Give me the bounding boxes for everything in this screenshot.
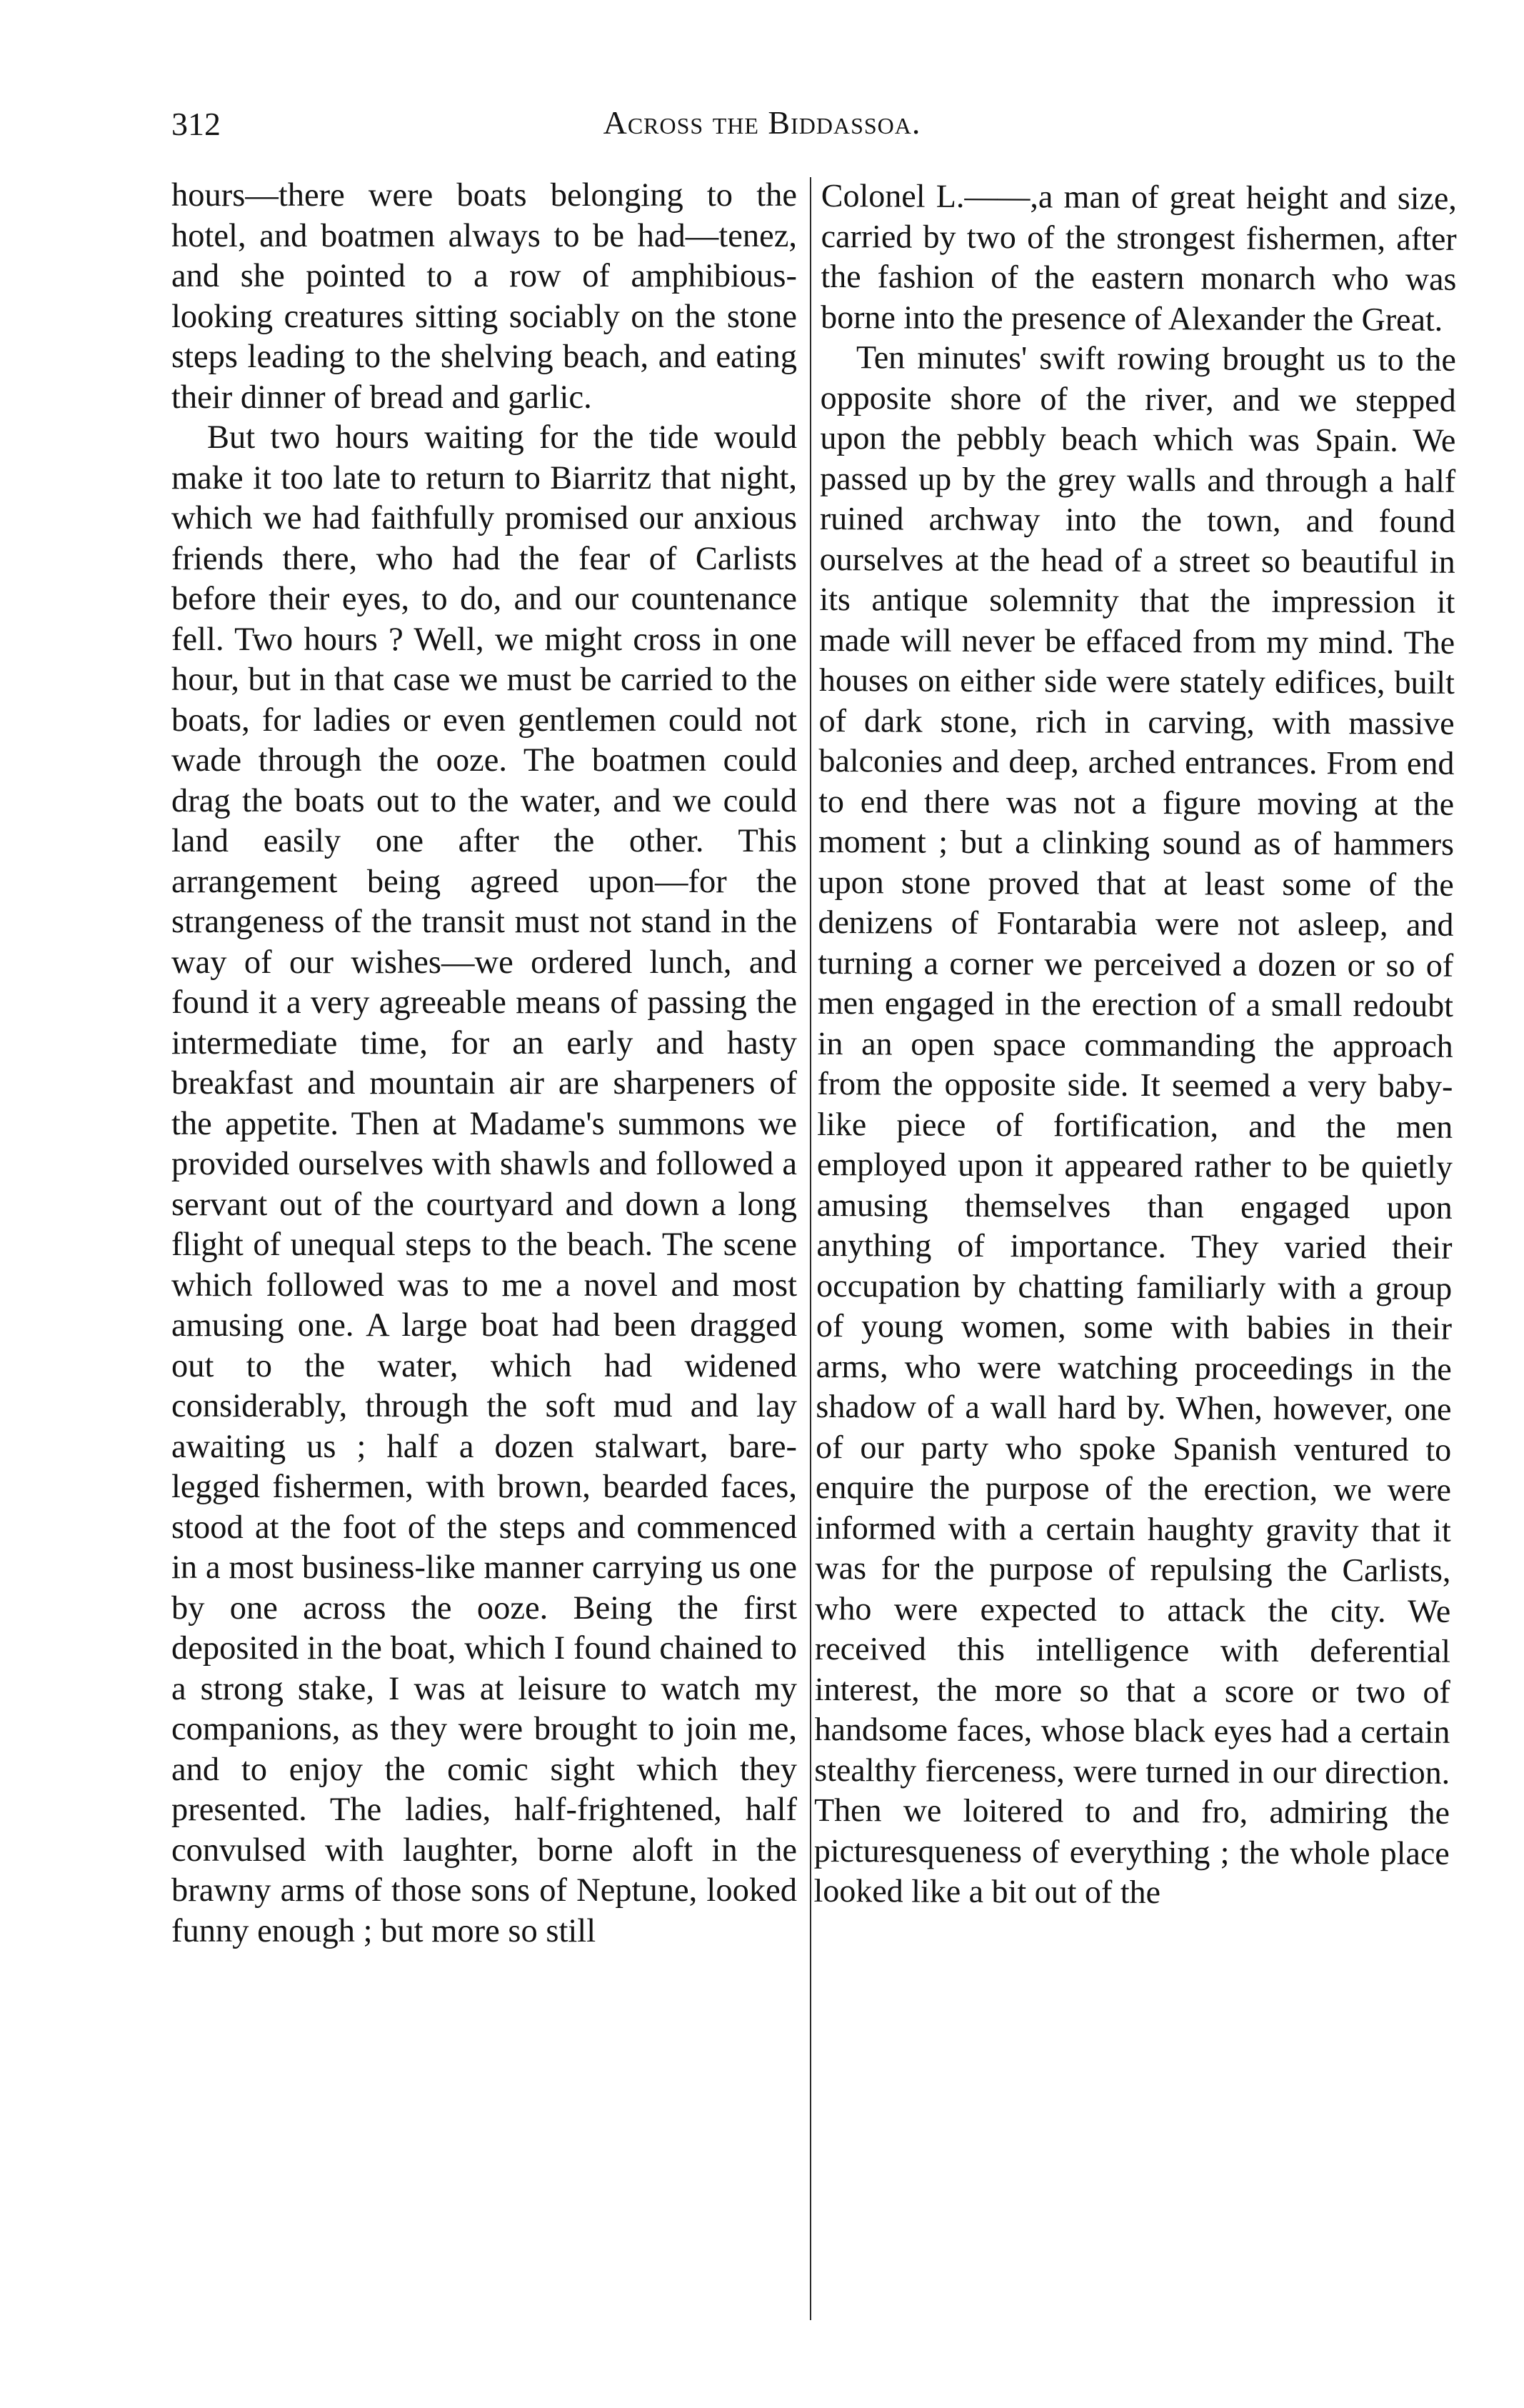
- running-title: Across the Biddassoa.: [603, 104, 921, 141]
- left-paragraph: But two hours waiting for the tide would make it too late to return to Biarritz that night, which we had faithfully promised our anxious friends there, who had the fear of Carlists before their eyes, to do, and our countenance fell. Two hours ? Well, we might cross in one hour, but in that case we must be carried to the boats, for ladies or even gentlemen could not wade through the ooze. The boatmen could drag the boats out to the water, and we could land easily one after the other. This arrangement being agreed upon—for the strangeness of the transit must not stand in the way of our wishes—we ordered lunch, and found it a very agreeable means of passing the intermediate time, for an early and hasty breakfast and mountain air are sharpeners of the appetite. Then at Madame's summons we provided ourselves with shawls and followed a servant out of the courtyard and down a long flight of unequal steps to the beach. The scene which followed was to me a novel and most amusing one. A large boat had been dragged out to the water, which had widened considerably, through the soft mud and lay awaiting us ; half a dozen stalwart, bare-legged fishermen, with brown, bearded faces, stood at the foot of the steps and commenced in a most business-like manner carrying us one by one across the ooze. Being the first deposited in the boat, which I found chained to a strong stake, I was at leisure to watch my companions, as they were brought to join me, and to enjoy the comic sight which they presented. The ladies, half-frightened, half convulsed with laughter, borne aloft in the brawny arms of those sons of Neptune, looked funny enough ; but more so still: [171, 419, 797, 1949]
- column-divider: [810, 177, 811, 2320]
- right-paragraph: Ten minutes' swift rowing brought us to the opposite shore of the river, and we stepped upon the pebbly beach which was Spain. We passed up by the grey walls and through a half ruined archway into the town, and found ourselves at the head of a street so beautiful in its antique solemnity that the impression it made will never be effaced from my mind. The houses on either side were stately edifices, built of dark stone, rich in carving, with massive balconies and deep, arched entrances. From end to end there was not a figure moving at the moment ; but a clinking sound as of hammers upon stone proved that at least some of the denizens of Fontarabia were not asleep, and turning a corner we perceived a dozen or so of men engaged in the erection of a small redoubt in an open space commanding the approach from the opposite side. It seemed a very baby-like piece of fortification, and the men employed upon it appeared rather to be quietly amusing themselves than engaged upon anything of importance. They varied their occupation by chatting familiarly with a group of young women, some with babies in their arms, who were watching proceedings in the shadow of a wall hard by. When, however, one of our party who spoke Spanish ventured to enquire the purpose of the erection, we were informed with a certain haughty gravity that it was for the purpose of repulsing the Carlists, who were expected to attack the city. We received this intelligence with deferential interest, the more so that a score or two of handsome faces, whose black eyes had a certain stealthy fierceness, were turned in our direction. Then we loitered to and fro, admiring the picturesqueness of everything ; the whole place looked like a bit out of the: [813, 339, 1456, 1911]
- left-paragraph-continuation: hours—there were boats belonging to the hotel, and boatmen always to be had—tenez, and she pointed to a row of amphibious-looking creatures sitting sociably on the stone steps leading to the shelving beach, and eating their dinner of bread and garlic.: [171, 177, 797, 416]
- right-paragraph-continuation: Colonel L.——,a man of great height and size, carried by two of the strongest fishermen, after the fashion of the eastern monarch who was borne into the presence of Alexander the Great.: [821, 176, 1457, 338]
- page-number: 312: [171, 106, 221, 142]
- left-column: [171, 176, 797, 1952]
- right-column: [813, 176, 1457, 1914]
